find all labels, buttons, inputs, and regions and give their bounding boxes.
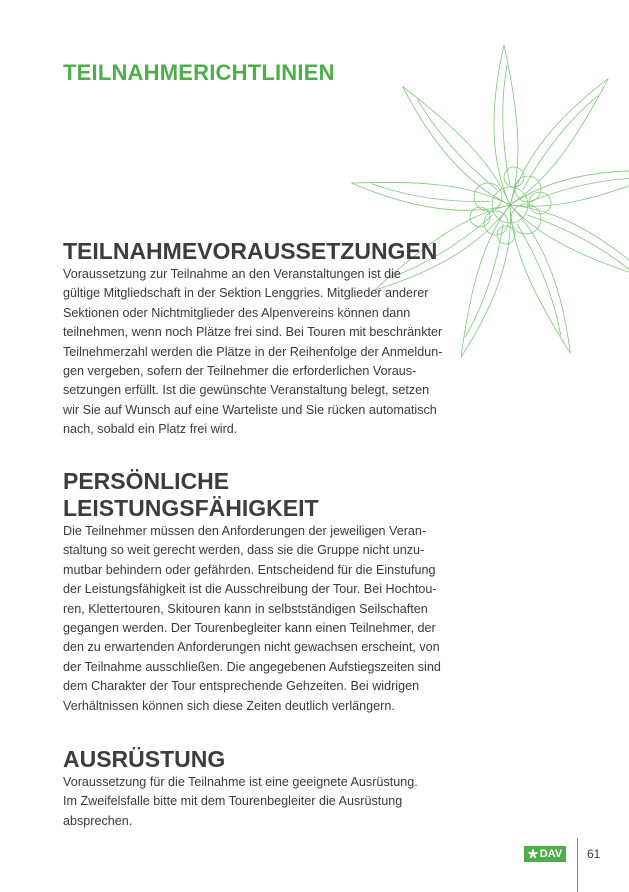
body-line: dem Charakter der Tour entsprechende Gehzeiten. Bei widrigen <box>63 679 420 694</box>
body-line: den zu erwartenden Anforderungen nicht gewachsen erscheint, von <box>63 640 440 655</box>
section-heading: AUSRÜSTUNG <box>63 746 226 772</box>
section-body <box>63 773 443 831</box>
body-line: gen vergeben, sofern der Teilnehmer die erforderlichen Voraus- <box>63 364 417 379</box>
body-line: der Leistungsfähigkeit ist die Ausschreibung der Tour. Bei Hochtou- <box>63 582 437 597</box>
dav-logo <box>524 846 566 862</box>
section-heading: TEILNAHMEVORAUSSETZUNGEN <box>63 238 438 264</box>
logo-text: DAV <box>539 848 563 860</box>
body-line: mutbar behindern oder gefährden. Entscheidend für die Einstufung <box>63 562 436 577</box>
section-teilnahmevoraussetzungen <box>63 238 443 440</box>
body-line: absprechen. <box>63 813 133 828</box>
body-line: Im Zweifelsfalle bitte mit dem Tourenbegleiter die Ausrüstung <box>63 794 403 809</box>
body-line: Die Teilnehmer müssen den Anforderungen der jeweiligen Veran- <box>63 524 427 538</box>
page-title: TEILNAHMERICHTLINIEN <box>63 60 335 85</box>
body-line: Voraussetzung zur Teilnahme an den Veranstaltungen ist die <box>63 267 401 281</box>
section-body <box>63 265 443 440</box>
body-line: der Teilnahme ausschließen. Die angegebenen Aufstiegszeiten sind <box>63 659 441 674</box>
body-line: teilnehmen, wenn noch Plätze frei sind. Bei Touren mit beschränkter <box>63 325 443 340</box>
section-heading <box>63 468 443 522</box>
heading-line: LEISTUNGSFÄHIGKEIT <box>63 495 319 521</box>
section-body <box>63 522 443 716</box>
body-line: Voraussetzung für die Teilnahme ist eine geeignete Ausrüstung. <box>63 775 418 789</box>
section-ausruestung <box>63 746 443 831</box>
body-line: Teilnehmerzahl werden die Plätze in der Reihenfolge der Anmeldun- <box>63 344 443 359</box>
body-line: Sektionen oder Nichtmitglieder des Alpenvereins können dann <box>63 305 411 320</box>
footer-divider <box>577 838 578 892</box>
page-number: 61 <box>587 847 601 861</box>
body-line: nach, sobald ein Platz frei wird. <box>63 422 238 437</box>
body-line: wir Sie auf Wunsch auf eine Warteliste und Sie rücken automatisch <box>63 402 437 417</box>
section-leistungsfaehigkeit <box>63 468 443 716</box>
body-line: setzungen erfüllt. Ist die gewünschte Veranstaltung belegt, setzen <box>63 383 430 398</box>
body-line: staltung so weit gerecht werden, dass sie die Gruppe nicht unzu- <box>63 543 425 558</box>
body-line: gegangen werden. Der Tourenbegleiter kann einen Teilnehmer, der <box>63 621 436 636</box>
body-line: Verhältnissen können sich diese Zeiten deutlich verlängern. <box>63 698 395 713</box>
body-line: gültige Mitgliedschaft in der Sektion Lenggries. Mitglieder anderer <box>63 286 429 301</box>
edelweiss-icon <box>528 849 538 859</box>
body-line: ren, Klettertouren, Skitouren kann in selbstständigen Seilschaften <box>63 601 428 616</box>
heading-line: PERSÖNLICHE <box>63 468 230 494</box>
